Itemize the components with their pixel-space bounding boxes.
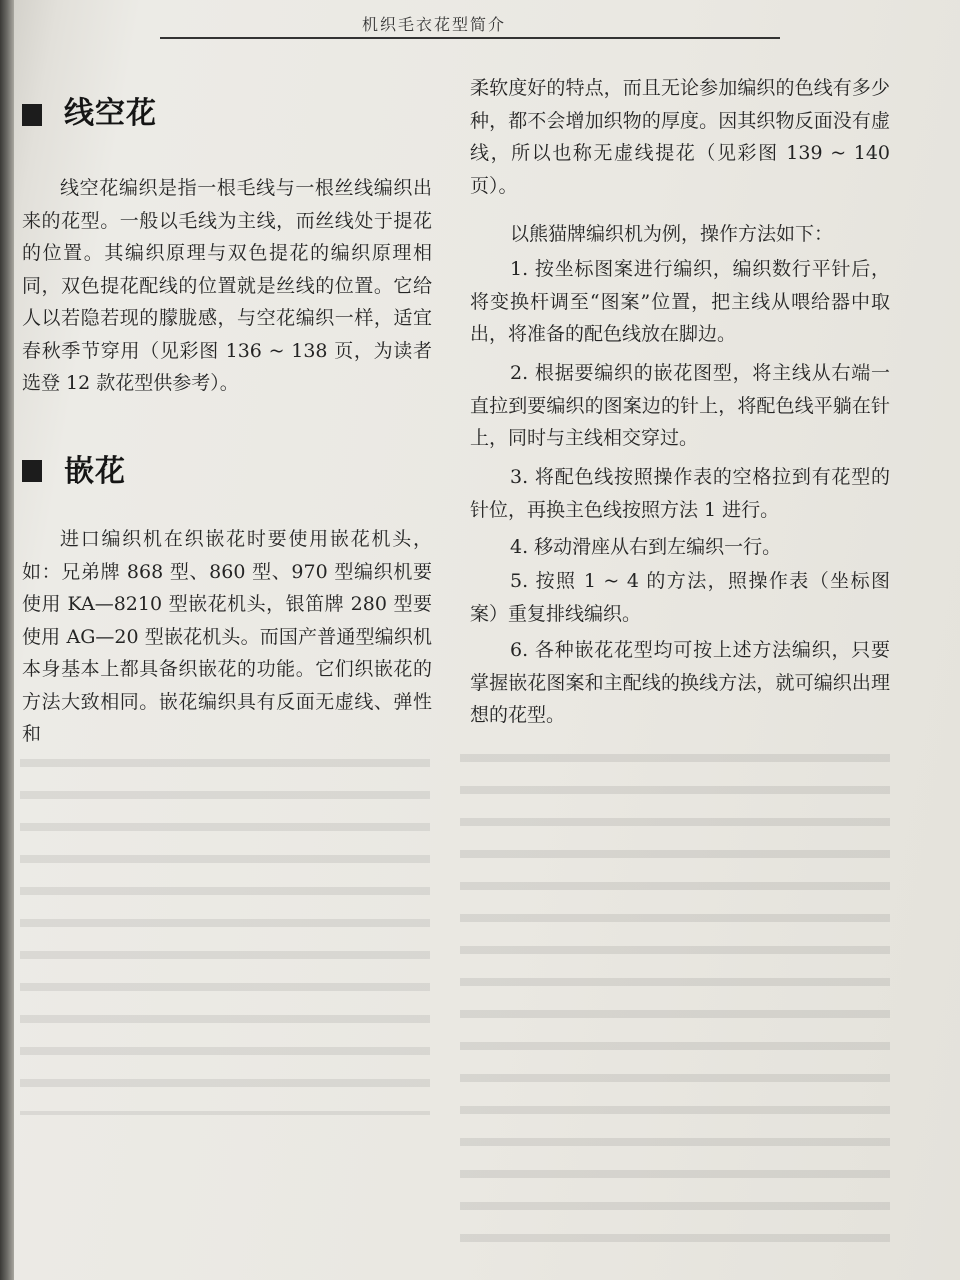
- step-2: 2. 根据要编织的嵌花图型，将主线从右端一直拉到要编织的图案边的针上，将配色线平躺在针上，同时与主线相交穿过。: [470, 362, 890, 449]
- page-spine-shadow: [0, 0, 14, 1280]
- step-3: 3. 将配色线按照操作表的空格拉到有花型的针位，再换主色线按照方法 1 进行。: [470, 466, 890, 521]
- show-through-text-left: [20, 745, 430, 1115]
- section-marker-square: [22, 104, 42, 126]
- paragraph-continuation: 柔软度好的特点，而且无论参加编织的色线有多少种，都不会增加织物的厚度。因其织物反面没有虚线，所以也称无虚线提花（见彩图 139 ~ 140 页）。: [470, 77, 890, 197]
- section-heading-qianhua: 嵌花: [64, 454, 126, 489]
- section-heading-xiankonghua: 线空花: [64, 96, 157, 131]
- running-header: 机织毛衣花型简介: [362, 15, 507, 34]
- paragraph-intro: 以熊猫牌编织机为例，操作方法如下：: [510, 223, 834, 245]
- section-marker-square: [22, 460, 42, 482]
- header-rule: [160, 37, 780, 39]
- show-through-text-right: [460, 740, 890, 1260]
- step-6: 6. 各种嵌花花型均可按上述方法编织，只要掌握嵌花图案和主配线的换线方法，就可编织出理想的花型。: [470, 639, 890, 726]
- step-1: 1. 按坐标图案进行编织，编织数行平针后，将变换杆调至“图案”位置，把主线从喂给器中取出，将准备的配色线放在脚边。: [470, 258, 890, 345]
- step-5: 5. 按照 1 ~ 4 的方法，照操作表（坐标图案）重复排线编织。: [470, 570, 890, 625]
- paragraph-qianhua: 进口编织机在织嵌花时要使用嵌花机头，如：兄弟牌 868 型、860 型、970 型编织机要使用 KA—8210 型嵌花机头，银笛牌 280 型要使用 AG—20 型嵌花机头。而国产普通型编织机本身基本上都具备织嵌花的功能。它们织嵌花的方法大致相同。嵌花编织具有反面无虚线、弹性和: [22, 528, 432, 745]
- paragraph-xiankonghua: 线空花编织是指一根毛线与一根丝线编织出来的花型。一般以毛线为主线，而丝线处于提花的位置。其编织原理与双色提花的编织原理相同，双色提花配线的位置就是丝线的位置。它给人以若隐若现的朦胧感，与空花编织一样，适宜春秋季节穿用（见彩图 136 ~ 138 页，为读者选登 12 款花型供参考）。: [22, 177, 432, 394]
- step-4: 4. 移动滑座从右到左编织一行。: [510, 536, 782, 558]
